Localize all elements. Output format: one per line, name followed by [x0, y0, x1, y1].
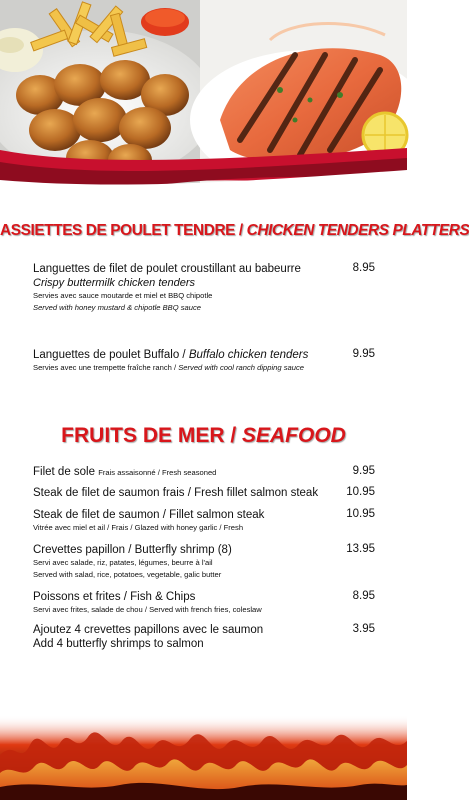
item-note: Frais assaisonné / Fresh seasoned: [98, 468, 217, 477]
header-photos: [0, 0, 407, 215]
item-name-en: Crispy buttermilk chicken tenders: [33, 277, 196, 289]
menu-item-fish-and-chips: [33, 590, 375, 616]
item-name-fr: Languettes de poulet Buffalo /: [33, 349, 189, 361]
item-desc-en: Served with cool ranch dipping sauce: [178, 363, 304, 372]
item-name: Steak de filet de saumon frais / Fresh fillet salmon steak: [33, 487, 319, 499]
item-price: 3.95: [352, 623, 375, 635]
item-desc-fr: Servies avec une trempette fraîche ranch /: [33, 363, 179, 372]
menu-item-fresh-salmon-steak: [33, 486, 375, 500]
menu-item-salmon-steak: [33, 508, 375, 534]
item-desc-en: Served with salad, rice, potatoes, vegetable, galic butter: [33, 570, 222, 579]
item-name-fr: Languettes de filet de poulet croustillant au babeurre: [33, 263, 301, 275]
item-price: 13.95: [346, 543, 375, 555]
item-name: Crevettes papillon / Butterfly shrimp (8): [33, 544, 232, 556]
heading-en: CHICKEN TENDERS PLATTERS: [246, 222, 469, 239]
menu-item-sole-fillet: [33, 465, 375, 480]
item-name-en: Buffalo chicken tenders: [188, 349, 309, 361]
item-desc-fr: Servies avec sauce moutarde et miel et BBQ chipotle: [33, 291, 213, 300]
item-desc-en: Served with honey mustard & chipotle BBQ sauce: [33, 303, 201, 312]
item-price: 10.95: [346, 486, 375, 498]
menu-item-butterfly-shrimp: [33, 543, 375, 581]
item-name: Filet de sole: [33, 466, 96, 478]
item-desc: Vitrée avec miel et ail / Frais / Glazed with honey garlic / Fresh: [33, 523, 244, 532]
item-price: 9.95: [352, 348, 375, 360]
menu-item-add-shrimps: [33, 623, 375, 651]
item-desc-fr: Servi avec salade, riz, patates, légumes, beurre à l'ail: [33, 558, 213, 567]
flames-footer: [0, 715, 407, 800]
red-swoosh: [0, 140, 407, 220]
item-price: 8.95: [352, 262, 375, 274]
item-price: 10.95: [346, 508, 375, 520]
seafood-section-heading: [0, 424, 407, 448]
item-name-fr: Ajoutez 4 crevettes papillons avec le saumon: [33, 624, 264, 636]
heading-en: SEAFOOD: [242, 424, 346, 447]
item-desc: Servi avec frites, salade de chou / Served with french fries, coleslaw: [33, 605, 262, 614]
item-name: Poissons et frites / Fish & Chips: [33, 591, 196, 603]
item-price: 8.95: [352, 590, 375, 602]
menu-item-buttermilk-tenders: [33, 262, 375, 314]
menu-item-buffalo-tenders: [33, 348, 375, 374]
item-name: Steak de filet de saumon / Fillet salmon steak: [33, 509, 265, 521]
heading-fr: ASSIETTES DE POULET TENDRE /: [0, 222, 247, 239]
item-price: 9.95: [352, 465, 375, 477]
chicken-section-heading: [0, 222, 469, 240]
heading-fr: FRUITS DE MER /: [61, 424, 242, 447]
item-name-en: Add 4 butterfly shrimps to salmon: [33, 638, 204, 650]
